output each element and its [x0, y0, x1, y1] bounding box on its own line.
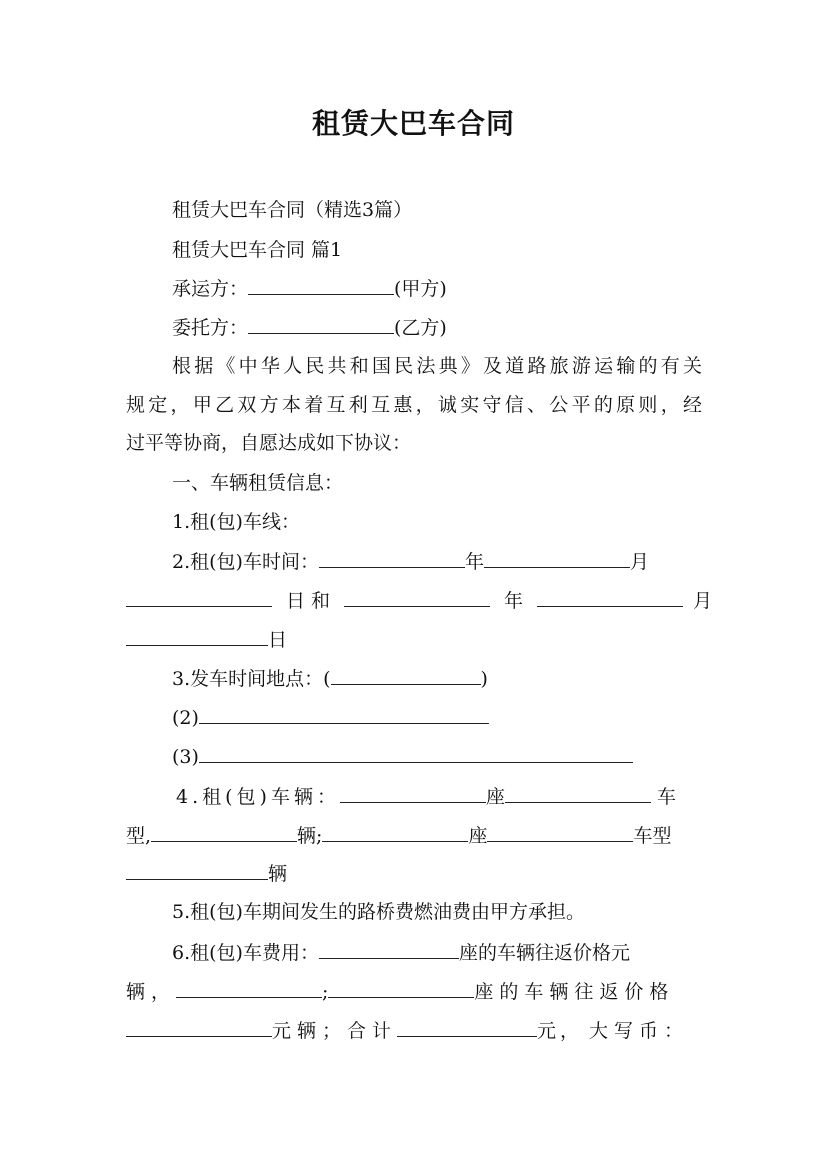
intro-line-1: 根据《中华人民共和国民法典》及道路旅游运输的有关 — [172, 355, 702, 377]
item-3-close: ) — [480, 668, 488, 690]
year-label: 年 — [464, 551, 484, 573]
price-blank-6a[interactable] — [176, 979, 322, 998]
unit-sep: 辆; — [297, 825, 323, 847]
item-6-label: 6.租(包)车费用： — [172, 942, 319, 964]
seat-label-2: 座 — [468, 825, 488, 847]
line2-start: 辆， — [126, 981, 177, 1003]
client-label: 委托方： — [172, 317, 249, 339]
item-3-sub-3 — [172, 744, 633, 769]
item-2-line-1 — [172, 549, 649, 574]
end-year-blank[interactable] — [344, 588, 490, 607]
item-3-label: 3.发车时间地点：( — [172, 668, 331, 690]
client-suffix: (乙方) — [394, 317, 447, 339]
car-type-label: 车型 — [633, 825, 672, 847]
start-month-blank[interactable] — [484, 549, 630, 568]
item-2-line-2 — [126, 588, 712, 613]
carrier-suffix: (甲方) — [394, 278, 447, 300]
item-4-line-2 — [126, 823, 671, 848]
item-4-line-3 — [126, 861, 287, 886]
item-2-line-3 — [126, 627, 287, 652]
sub-2-label: (2) — [172, 707, 199, 729]
item-4-line-1 — [176, 784, 676, 809]
seat-count-blank-2[interactable] — [322, 823, 468, 842]
unit-label: 辆 — [268, 863, 288, 885]
sub-3-blank[interactable] — [199, 744, 633, 763]
carrier-blank[interactable] — [248, 276, 394, 295]
item-1-route: 1.租(包)车线： — [172, 511, 300, 533]
vehicle-count-blank-2[interactable] — [151, 823, 297, 842]
client-blank[interactable] — [248, 315, 394, 334]
item-4-label: 4.租(包)车辆： — [176, 786, 340, 808]
day-label: 日 — [268, 629, 288, 651]
sub-3-label: (3) — [172, 746, 199, 768]
yuan-label: 元， — [537, 1020, 584, 1042]
vehicle-count-blank-3[interactable] — [126, 861, 268, 880]
seat-blank-6a[interactable] — [319, 940, 459, 959]
item-6-line-3 — [126, 1018, 689, 1043]
sub-2-blank[interactable] — [199, 705, 489, 724]
intro-line-2: 规定，甲乙双方本着互利互惠，诚实守信、公平的原则，经 — [126, 394, 702, 416]
total-blank[interactable] — [397, 1018, 537, 1037]
month-label: 月 — [629, 551, 649, 573]
clause-1-heading: 一、车辆租赁信息： — [172, 472, 344, 494]
item-3-sub-2 — [172, 705, 489, 730]
seat-price-text-2: 座的车辆往返价格 — [474, 981, 675, 1003]
start-year-blank[interactable] — [319, 549, 465, 568]
semicolon: ; — [322, 981, 329, 1003]
item-6-line-2 — [126, 979, 674, 1004]
end-month-blank[interactable] — [537, 588, 683, 607]
car-label: 车 — [656, 786, 676, 808]
vehicle-count-blank-1[interactable] — [505, 784, 651, 803]
item-6-line-1 — [172, 940, 630, 965]
client-line — [172, 315, 447, 340]
section-title: 租赁大巴车合同 篇1 — [172, 239, 343, 261]
type-prefix: 型, — [126, 825, 152, 847]
start-day-blank[interactable] — [126, 588, 272, 607]
departure-blank[interactable] — [331, 666, 481, 685]
seat-blank-6b[interactable] — [328, 979, 474, 998]
price-blank-6b[interactable] — [126, 1018, 272, 1037]
intro-line-3: 过平等协商，自愿达成如下协议： — [126, 432, 412, 454]
car-type-blank[interactable] — [487, 823, 633, 842]
year-label-2: 年 — [504, 590, 524, 612]
item-3-line — [172, 666, 488, 691]
seat-price-text: 座的车辆往返价格元 — [458, 942, 630, 964]
subtitle: 租赁大巴车合同（精选3篇） — [172, 199, 413, 221]
month-label-2: 月 — [693, 590, 713, 612]
carrier-label: 承运方： — [172, 278, 249, 300]
item-2-label: 2.租(包)车时间： — [172, 551, 319, 573]
yuan-unit-total: 元辆；合计 — [272, 1020, 398, 1042]
end-day-blank[interactable] — [126, 627, 268, 646]
capital-label: 大写币： — [589, 1020, 690, 1042]
item-5-fees: 5.租(包)车期间发生的路桥费燃油费由甲方承担。 — [172, 901, 585, 923]
seat-count-blank-1[interactable] — [340, 784, 486, 803]
seat-label-1: 座 — [485, 786, 505, 808]
carrier-line — [172, 276, 447, 301]
day-and-label: 日 和 — [286, 590, 331, 612]
document-title: 租赁大巴车合同 — [311, 107, 515, 140]
